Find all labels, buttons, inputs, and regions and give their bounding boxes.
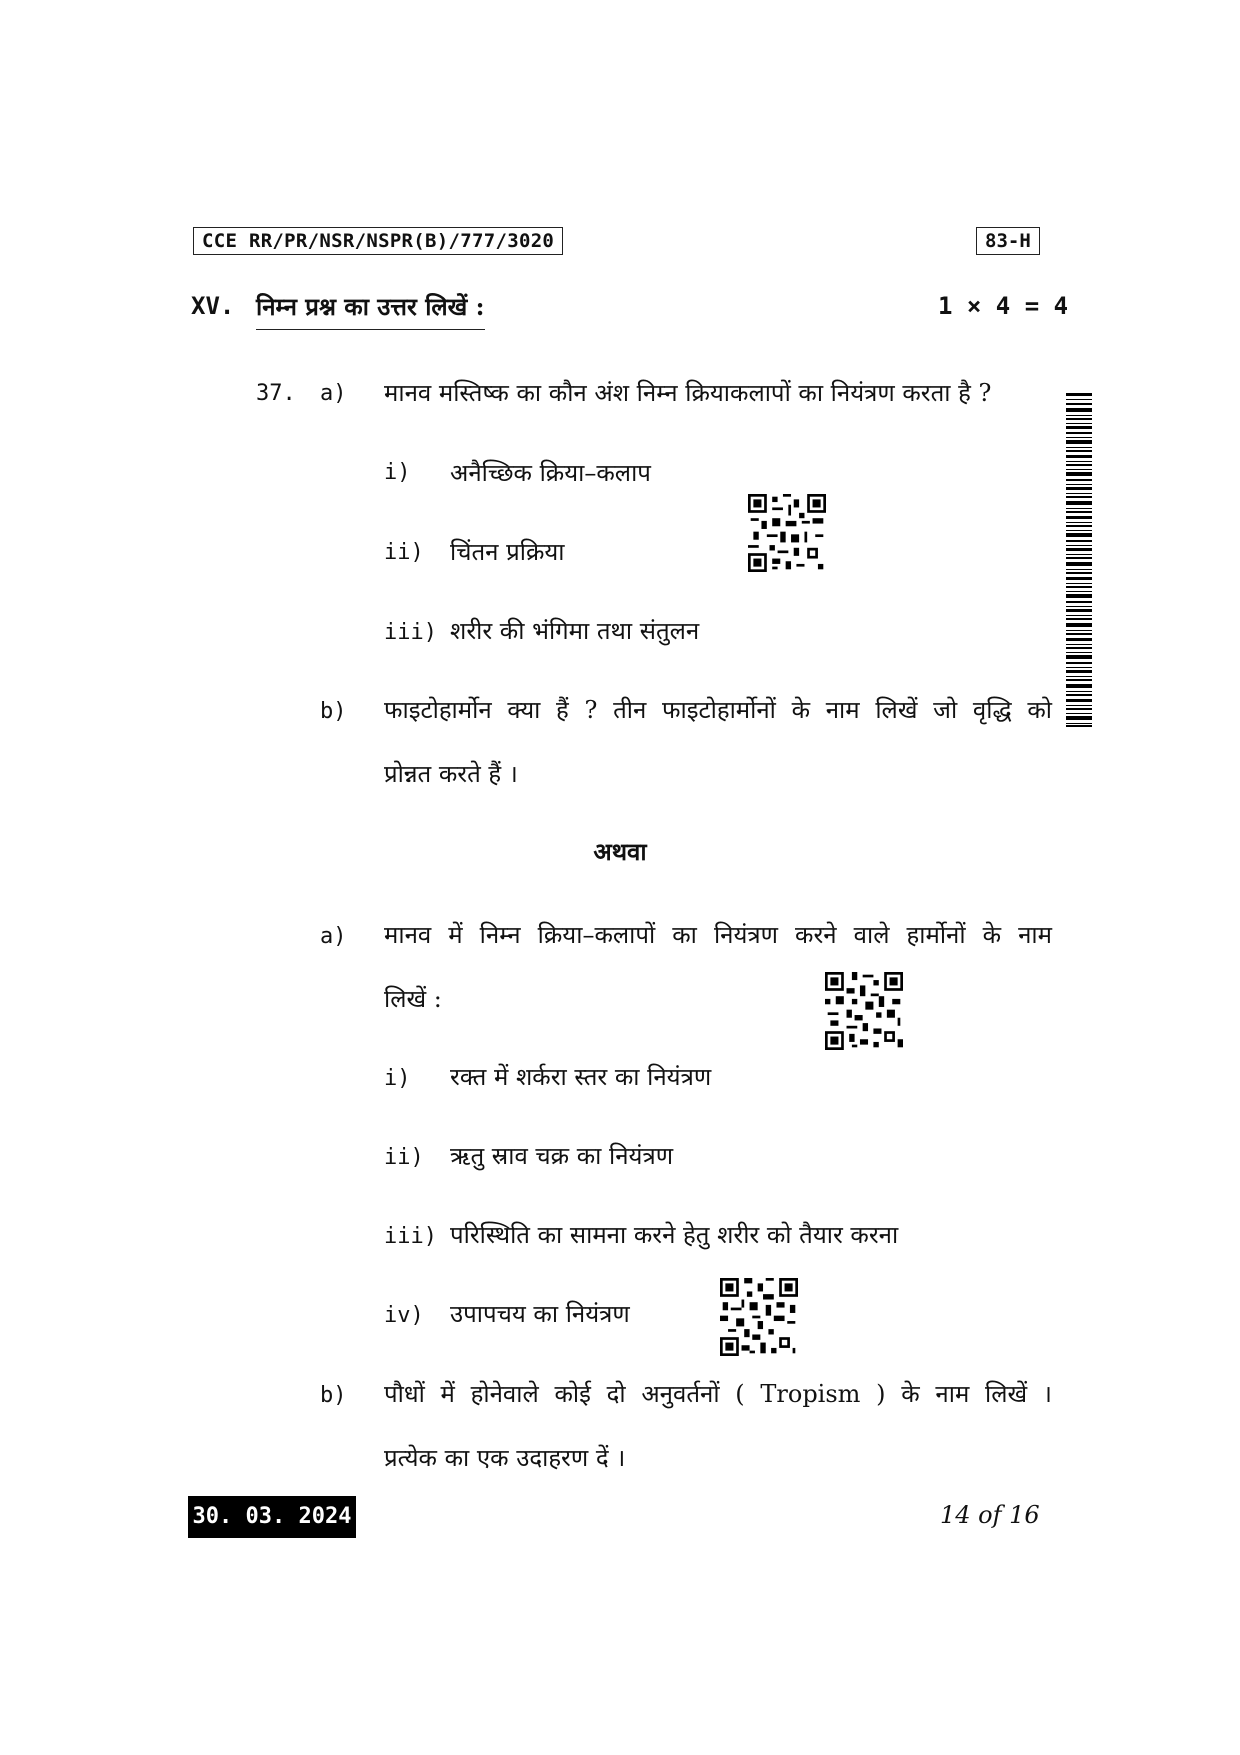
part-a-item-label: iii) (384, 620, 437, 645)
section-title: निम्न प्रश्न का उत्तर लिखें : (256, 290, 485, 330)
section-marks: 1 × 4 = 4 (938, 292, 1069, 320)
part-b-line1: फाइटोहार्मोन क्या हैं ? तीन फाइटोहार्मोनों के नाम लिखें जो वृद्धि को (384, 696, 1052, 724)
alt-b-line1: पौधों में होनेवाले कोई दो अनुवर्तनों ( Tropism ) के नाम लिखें । (384, 1380, 1052, 1408)
or-separator: अथवा (593, 837, 647, 866)
part-a-item-text: शरीर की भंगिमा तथा संतुलन (450, 617, 700, 645)
alt-a-line2: लिखें : (384, 985, 442, 1013)
qr-code-icon (825, 972, 903, 1050)
alt-a-label: a) (320, 924, 347, 949)
alt-a-item-text: उपापचय का नियंत्रण (450, 1300, 630, 1328)
section-number: XV. (191, 292, 235, 320)
part-a-label: a) (320, 381, 347, 406)
qr-code-icon (748, 494, 826, 572)
exam-date: 30. 03. 2024 (188, 1496, 356, 1538)
alt-a-item-text: परिस्थिति का सामना करने हेतु शरीर को तैयार करना (450, 1221, 899, 1249)
question-number: 37. (256, 381, 296, 406)
part-a-item-text: चिंतन प्रक्रिया (450, 538, 565, 566)
alt-a-item-label: iii) (384, 1224, 437, 1249)
page-number: 14 of 16 (940, 1501, 1040, 1529)
part-a-text: मानव मस्तिष्क का कौन अंश निम्न क्रियाकलापों का नियंत्रण करता है ? (384, 379, 992, 407)
paper-code: 83-H (976, 227, 1040, 255)
alt-b-label: b) (320, 1383, 347, 1408)
part-b-label: b) (320, 699, 347, 724)
part-a-item-label: ii) (384, 540, 424, 565)
alt-b-line2: प्रत्येक का एक उदाहरण दें । (384, 1444, 626, 1472)
alt-a-item-label: i) (384, 1066, 411, 1091)
part-a-item-text: अनैच्छिक क्रिया–कलाप (450, 459, 651, 487)
qr-code-icon (720, 1278, 798, 1356)
alt-a-item-label: iv) (384, 1303, 424, 1328)
alt-a-item-label: ii) (384, 1145, 424, 1170)
part-a-item-label: i) (384, 460, 411, 485)
alt-a-item-text: ऋतु स्राव चक्र का नियंत्रण (450, 1142, 674, 1170)
part-b-line2: प्रोन्नत करते हैं । (384, 760, 518, 788)
alt-a-item-text: रक्त में शर्करा स्तर का नियंत्रण (450, 1063, 712, 1091)
alt-a-line1: मानव में निम्न क्रिया–कलापों का नियंत्रण करने वाले हार्मोनों के नाम (384, 921, 1052, 949)
barcode-icon (1066, 393, 1092, 727)
exam-code: CCE RR/PR/NSR/NSPR(B)/777/3020 (193, 227, 563, 255)
